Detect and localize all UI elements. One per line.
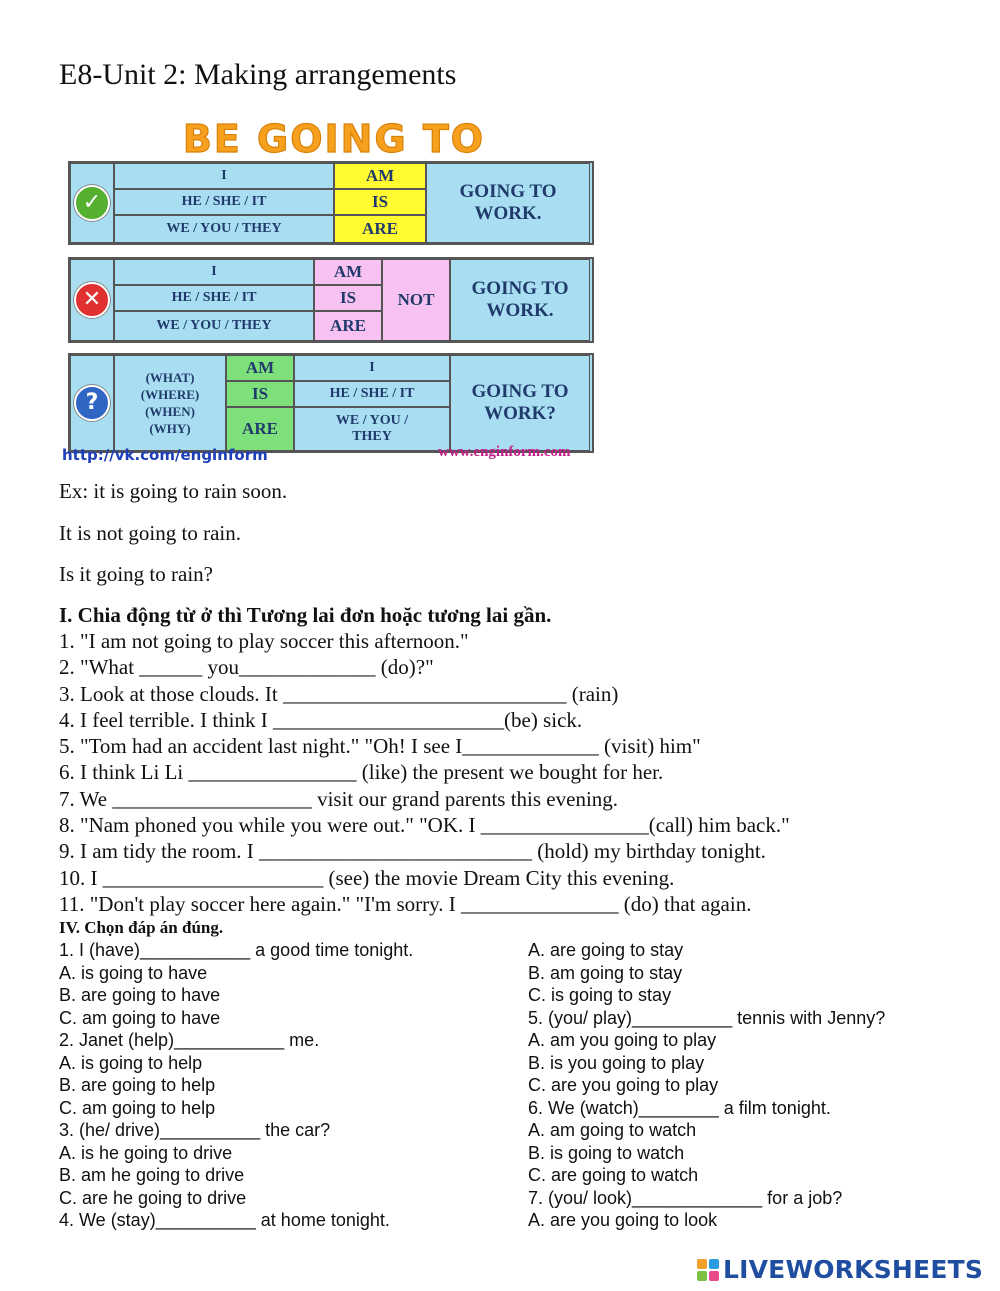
section-1-title: I. Chia động từ ở thì Tương lai đơn hoặc tương lai gần. — [59, 603, 552, 627]
answer-option: C. are going to watch — [528, 1165, 699, 1185]
verb-cell: AM — [226, 355, 294, 381]
exercise-item: 7. We ___________________ visit our grand parents this evening. — [59, 786, 619, 811]
exercise-item: 5. "Tom had an accident last night." "Oh! I see I_____________ (visit) him" — [59, 734, 701, 759]
subject-cell: HE / SHE / IT — [294, 381, 450, 407]
section-4-left-column — [59, 939, 413, 1232]
answer-option: A. are you going to look — [528, 1210, 718, 1230]
logo-square — [697, 1259, 707, 1269]
question-table — [68, 353, 594, 453]
logo-square — [709, 1271, 719, 1281]
logo-square — [709, 1259, 719, 1269]
verb-cell: IS — [226, 381, 294, 407]
exercise-item: 4. I feel terrible. I think I ______________________(be) sick. — [59, 707, 583, 732]
verb-cell: IS — [314, 285, 382, 311]
exercise-item: 11. "Don't play soccer here again." "I'm sorry. I _______________ (do) that again. — [59, 891, 752, 916]
subject-cell: I — [294, 355, 450, 381]
verb-cell: AM — [334, 163, 426, 189]
verb-cell: ARE — [314, 311, 382, 341]
subject-cell: HE / SHE / IT — [114, 189, 334, 215]
question-line: 4. We (stay)__________ at home tonight. — [59, 1210, 390, 1230]
infographic-headline: BE GOING TO — [182, 117, 486, 161]
rest-cell: GOING TO WORK. — [450, 259, 590, 341]
answer-option: B. are going to help — [59, 1075, 216, 1095]
be-going-to-infographic — [62, 118, 594, 466]
answer-option: C. are you going to play — [528, 1075, 719, 1095]
rest-cell: GOING TO WORK? — [450, 355, 590, 451]
logo-square — [697, 1271, 707, 1281]
answer-option: B. are going to have — [59, 985, 221, 1005]
answer-option: A. are going to stay — [528, 940, 684, 960]
exercise-item: 2. "What ______ you_____________ (do)?" — [59, 655, 434, 680]
question-line: 7. (you/ look)_____________ for a job? — [528, 1187, 843, 1208]
verb-cell: IS — [334, 189, 426, 215]
affirmative-table — [68, 161, 594, 245]
exercise-item: 3. Look at those clouds. It ___________________________ (rain) — [59, 681, 619, 706]
verb-cell: ARE — [226, 407, 294, 451]
answer-option: C. am going to help — [59, 1097, 216, 1118]
wh-word: (WHAT) — [145, 370, 195, 385]
example-line: Ex: it is going to rain soon. — [59, 479, 288, 503]
answer-option: C. are he going to drive — [59, 1187, 247, 1208]
rest-cell: GOING TO WORK. — [426, 163, 590, 243]
question-icon-cell — [70, 355, 114, 451]
section-4-right-column — [528, 939, 885, 1232]
question-line: 6. We (watch)________ a film tonight. — [528, 1097, 831, 1118]
check-icon: ✓ — [74, 185, 110, 221]
wh-word: (WHERE) — [140, 387, 200, 402]
subject-cell: WE / YOU / THEY — [294, 407, 450, 451]
answer-option: A. is going to help — [59, 1052, 203, 1073]
example-line: Is it going to rain? — [59, 562, 213, 586]
subject-cell: HE / SHE / IT — [114, 285, 314, 311]
page-title: E8-Unit 2: Making arrangements — [59, 58, 457, 91]
answer-option: B. am he going to drive — [59, 1165, 245, 1185]
answer-option: A. am you going to play — [528, 1030, 717, 1050]
exercise-item: 10. I _____________________ (see) the movie Dream City this evening. — [59, 865, 675, 890]
subject-cell: I — [114, 259, 314, 285]
source-url-left: http://vk.com/enginform — [62, 446, 268, 464]
question-line: 5. (you/ play)__________ tennis with Jenny? — [528, 1007, 886, 1028]
source-url-right: www.enginform.com — [438, 444, 571, 460]
answer-option: A. am going to watch — [528, 1120, 697, 1140]
answer-option: A. is going to have — [59, 962, 208, 983]
answer-option: A. is he going to drive — [59, 1142, 233, 1163]
exercise-item: 9. I am tidy the room. I __________________________ (hold) my birthday tonight. — [59, 839, 766, 864]
verb-cell: AM — [314, 259, 382, 285]
question-line: 2. Janet (help)___________ me. — [59, 1030, 320, 1050]
answer-option: B. is going to watch — [528, 1142, 685, 1163]
not-cell: NOT — [382, 259, 450, 341]
negative-table — [68, 257, 594, 343]
question-icon: ? — [74, 385, 110, 421]
question-line: 3. (he/ drive)__________ the car? — [59, 1120, 331, 1140]
verb-cell: ARE — [334, 215, 426, 243]
logo-grid-icon — [697, 1259, 719, 1281]
section-1-exercise-list — [59, 628, 790, 917]
wh-word: (WHY) — [149, 421, 191, 436]
exercise-item: 1. "I am not going to play soccer this afternoon." — [59, 629, 469, 653]
answer-option: B. am going to stay — [528, 962, 683, 983]
section-4-title: IV. Chọn đáp án đúng. — [59, 918, 224, 937]
cross-icon: ✕ — [74, 282, 110, 318]
subject-cell: WE / YOU / THEY — [114, 215, 334, 243]
affirmative-icon-cell — [70, 163, 114, 243]
answer-option: C. am going to have — [59, 1007, 221, 1028]
example-line: It is not going to rain. — [59, 521, 241, 545]
question-line: 1. I (have)___________ a good time tonight. — [59, 940, 414, 960]
subject-cell: I — [114, 163, 334, 189]
exercise-item: 8. "Nam phoned you while you were out." "OK. I ________________(call) him back." — [59, 813, 790, 838]
exercise-item: 6. I think Li Li ________________ (like) the present we bought for her. — [59, 760, 664, 785]
wh-word: (WHEN) — [145, 404, 195, 419]
liveworksheets-logo[interactable] — [697, 1255, 983, 1284]
answer-option: B. is you going to play — [528, 1052, 705, 1073]
wh-words-cell — [114, 355, 226, 451]
answer-option: C. is going to stay — [528, 985, 672, 1005]
negative-icon-cell — [70, 259, 114, 341]
logo-text: LIVEWORKSHEETS — [723, 1255, 984, 1284]
subject-cell: WE / YOU / THEY — [114, 311, 314, 341]
